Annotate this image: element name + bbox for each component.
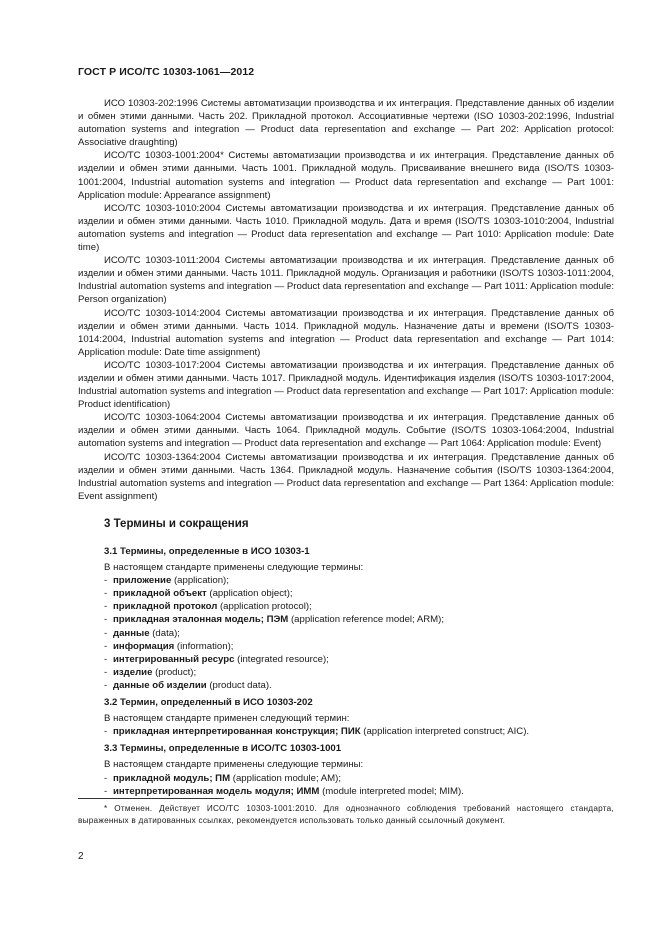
list-item: - прикладной протокол (application protocol); <box>104 601 312 613</box>
list-item: - информация (information); <box>104 640 234 652</box>
subsection-title: 3.2 Термин, определенный в ИСО 10303-202 <box>104 697 313 709</box>
reference-item: ИСО/ТС 10303-1010:2004 Системы автоматизации производства и их интеграция. Представление данных об изделии и обмен этими данными. Часть 1010. Прикладной модуль. Дата и время (ISO/TS 10303-1010:2004, Industrial automation systems and integration — Product data representation and exchange — Part 1010: Application module: Date time) <box>78 202 614 254</box>
term-english: (integrated resource); <box>234 653 329 665</box>
term-english: (application interpreted construct; AIC). <box>360 726 530 738</box>
term-name: интерпретированная модель модуля; ИММ <box>113 785 320 797</box>
list-item: - интерпретированная модель модуля; ИММ (module interpreted model; MIM). <box>104 785 464 797</box>
reference-item: ИСО/ТС 10303-1014:2004 Системы автоматизации производства и их интеграция. Представление данных об изделии и обмен этими данными. Часть 1014. Прикладной модуль. Назначение даты и времени (ISO/TS 10303-1014:2004, Industrial automation systems and integration — Product data representation and exchange — Part 1014: Application module: Date time assignment) <box>78 307 614 358</box>
footnote-divider <box>78 798 224 799</box>
term-name: приложение <box>113 575 172 587</box>
term-name: прикладной объект <box>113 588 207 600</box>
subsection-title: 3.1 Термины, определенные в ИСО 10303-1 <box>104 546 310 557</box>
subsection-3-2 <box>104 696 616 738</box>
list-item: - данные об изделии (product data). <box>104 679 272 691</box>
term-english: (application module; AM); <box>230 772 341 784</box>
term-name: данные <box>113 627 150 639</box>
reference-item: ИСО/ТС 10303-1064:2004 Системы автоматизации производства и их интеграция. Представление данных об изделии и обмен этими данными. Часть 1064. Прикладной модуль. Событие (ISO/TS 10303-1064:2004, Industrial automation systems and integration — Product data representation and exchange — Part 1064: Application module: Event) <box>78 412 614 450</box>
list-item: - интегрированный ресурс (integrated resource); <box>104 653 329 665</box>
term-english: (product); <box>152 666 197 678</box>
term-english: (product data). <box>206 679 272 691</box>
subsection-3-1 <box>104 545 616 692</box>
normative-references <box>78 97 614 503</box>
subsection-3-3 <box>104 742 616 797</box>
list-item: - прикладной объект (application object); <box>104 588 293 600</box>
term-english: (information); <box>174 640 234 652</box>
term-name: прикладная эталонная модель; ПЭМ <box>113 614 289 626</box>
reference-item: ИСО 10303-202:1996 Системы автоматизации производства и их интеграция. Представление данных об изделии и обмен этими данными. Часть 202. Прикладной протокол. Ассоциативные чертежи (ISO 10303-202:1996, Industrial automation systems and integration — Product data representation and exchange — Part 202: Application protocol: Associative draughting) <box>78 98 614 149</box>
footnote: * Отменен. Действует ИСО/ТС 10303-1001:2010. Для однозначного соблюдения требований настоящего стандарта, выраженных в датированных ссылках, рекомендуется использовать только данный ссылочный документ. <box>78 804 614 825</box>
list-item: - изделие (product); <box>104 666 197 678</box>
list-item: - прикладная интерпретированная конструкция; ПИК (application interpreted construct; AIC). <box>104 726 530 738</box>
reference-item: ИСО/ТС 10303-1011:2004 Системы автоматизации производства и их интеграция. Представление данных об изделии и обмен этими данными. Часть 1011. Прикладной модуль. Организация и работники (ISO/TS 10303-1011:2004, Industrial automation systems and integration — Product data representation and exchange — Part 1011: Application module: Person organization) <box>78 255 614 306</box>
list-item: - данные (data); <box>104 627 180 639</box>
terms-section <box>104 545 616 802</box>
term-name: интегрированный ресурс <box>113 653 235 665</box>
term-english: (module interpreted model; MIM). <box>319 785 464 797</box>
term-english: (application object); <box>206 588 293 600</box>
list-item: - приложение (application); <box>104 575 229 587</box>
subsection-title: 3.3 Термины, определенные в ИСО/ТС 10303-1001 <box>104 743 342 755</box>
document-header: ГОСТ Р ИСО/ТС 10303-1061—2012 <box>78 66 255 78</box>
term-english: (application reference model; ARM); <box>288 614 445 626</box>
term-name: прикладной модуль; ПМ <box>113 772 231 784</box>
reference-item: ИСО/ТС 10303-1017:2004 Системы автоматизации производства и их интеграция. Представление данных об изделии и обмен этими данными. Часть 1017. Прикладной модуль. Идентификация изделия (ISO/TS 10303-1017:2004, Industrial automation systems and integration — Product data representation and exchange — Part 1017: Application module: Product identification) <box>78 359 614 411</box>
subsection-intro: В настоящем стандарте применен следующий термин: <box>104 713 350 725</box>
page-number: 2 <box>78 851 84 862</box>
term-name: данные об изделии <box>113 679 207 691</box>
term-list <box>104 772 616 798</box>
term-english: (application); <box>171 575 229 587</box>
list-item: - прикладной модуль; ПМ (application module; AM); <box>104 772 341 784</box>
term-english: (application protocol); <box>217 601 312 613</box>
term-name: информация <box>113 640 175 652</box>
term-english: (data); <box>149 627 180 639</box>
term-list <box>104 725 616 738</box>
list-item: - прикладная эталонная модель; ПЭМ (application reference model; ARM); <box>104 614 445 626</box>
term-name: прикладная интерпретированная конструкция; ПИК <box>113 726 361 738</box>
subsection-intro: В настоящем стандарте применены следующие термины: <box>104 562 364 574</box>
term-name: изделие <box>113 666 153 678</box>
term-name: прикладной протокол <box>113 601 218 613</box>
subsection-intro: В настоящем стандарте применены следующие термины: <box>104 759 364 771</box>
section-title: 3 Термины и сокращения <box>104 518 249 530</box>
reference-item: ИСО/ТС 10303-1001:2004* Системы автоматизации производства и их интеграция. Представление данных об изделии и обмен этими данными. Часть 1001. Прикладной модуль. Присваивание внешнего вида (ISO/TS 10303-1001:2004, Industrial automation systems and integration — Product data representation and exchange — Part 1001: Application module: Appearance assignment) <box>78 150 614 201</box>
term-list <box>104 574 616 692</box>
reference-item: ИСО/ТС 10303-1364:2004 Системы автоматизации производства и их интеграция. Представление данных об изделии и обмен этими данными. Часть 1364. Прикладной модуль. Назначение события (ISO/TS 10303-1364:2004, Industrial automation systems and integration — Product data representation and exchange — Part 1364: Application module: Event assignment) <box>78 451 614 502</box>
